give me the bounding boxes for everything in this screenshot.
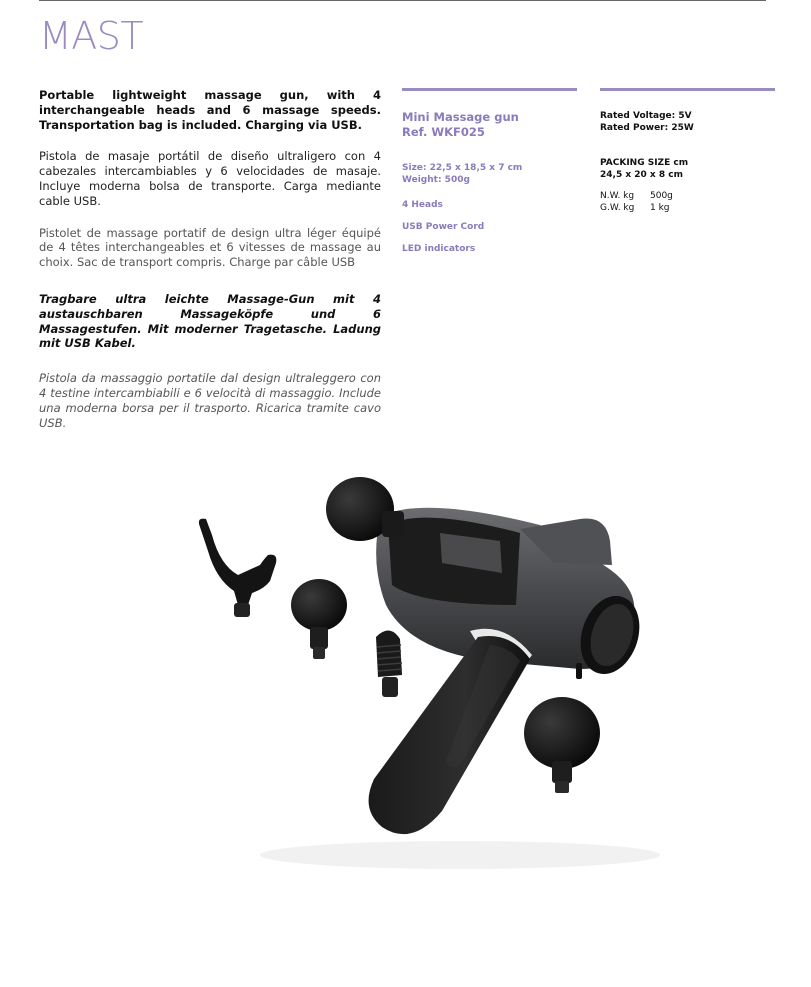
product-column-rule xyxy=(402,88,577,91)
rated-power: Rated Power: 25W xyxy=(600,122,694,133)
net-weight-row xyxy=(600,191,780,203)
gross-weight-row xyxy=(600,203,780,215)
product-ref: Ref. WKF025 xyxy=(402,125,485,139)
gross-weight-value: 1 kg xyxy=(650,202,670,213)
product-dimensions xyxy=(402,162,582,186)
feature-list xyxy=(402,200,582,254)
feature-heads: 4 Heads xyxy=(402,200,443,210)
massage-gun xyxy=(326,477,649,834)
specs-column xyxy=(600,111,780,214)
description-column xyxy=(39,88,381,447)
product-name: Mini Massage gun xyxy=(402,110,519,124)
specs-column-rule xyxy=(600,88,775,91)
fork-head-attachment xyxy=(199,519,276,617)
bullet-head-attachment xyxy=(376,630,402,697)
packing-size xyxy=(600,158,780,181)
product-weight: Weight: 500g xyxy=(402,175,470,185)
net-weight-value: 500g xyxy=(650,191,673,201)
rated-voltage: Rated Voltage: 5V xyxy=(600,111,692,121)
feature-usb-cord: USB Power Cord xyxy=(402,222,485,232)
product-photo xyxy=(160,455,680,885)
feature-led: LED indicators xyxy=(402,244,476,254)
product-column xyxy=(402,110,582,254)
page-title: MAST xyxy=(39,14,144,58)
description-de: Tragbare ultra leichte Massage-Gun mit 4 austauschbaren Massageköpfe und 6 Massagestufen. Mit moderner Tragetasche. Ladung mit USB Kabel. xyxy=(39,291,381,351)
description-es: Pistola de masaje portátil de diseño ultraligero con 4 cabezales intercambiables y 6 velocidades de masaje. Incluye moderna bolsa de transporte. Carga mediante cable USB. xyxy=(39,149,381,208)
round-head-attachment xyxy=(524,697,600,793)
gross-weight-label: G.W. kg xyxy=(600,202,635,213)
packing-size-value: 24,5 x 20 x 8 cm xyxy=(600,169,683,180)
flat-head-attachment xyxy=(291,579,347,659)
net-weight-label: N.W. kg xyxy=(600,191,635,201)
product-size: Size: 22,5 x 18,5 x 7 cm xyxy=(402,163,523,173)
description-fr: Pistolet de massage portatif de design ultra léger équipé de 4 têtes interchangeables et 6 vitesses de massage au choix. Sac de transport compris. Charge par câble USB xyxy=(39,225,381,270)
packing-size-label: PACKING SIZE cm xyxy=(600,158,689,168)
description-en: Portable lightweight massage gun, with 4 interchangeable heads and 6 massage speeds. Transportation bag is included. Charging via USB. xyxy=(39,88,381,132)
weights-table xyxy=(600,191,780,214)
top-rule xyxy=(39,0,766,1)
description-it: Pistola da massaggio portatile dal design ultraleggero con 4 testine intercambiabili e 6 velocità di massaggio. Include una moderna borsa per il trasporto. Ricarica tramite cavo USB. xyxy=(39,371,381,430)
